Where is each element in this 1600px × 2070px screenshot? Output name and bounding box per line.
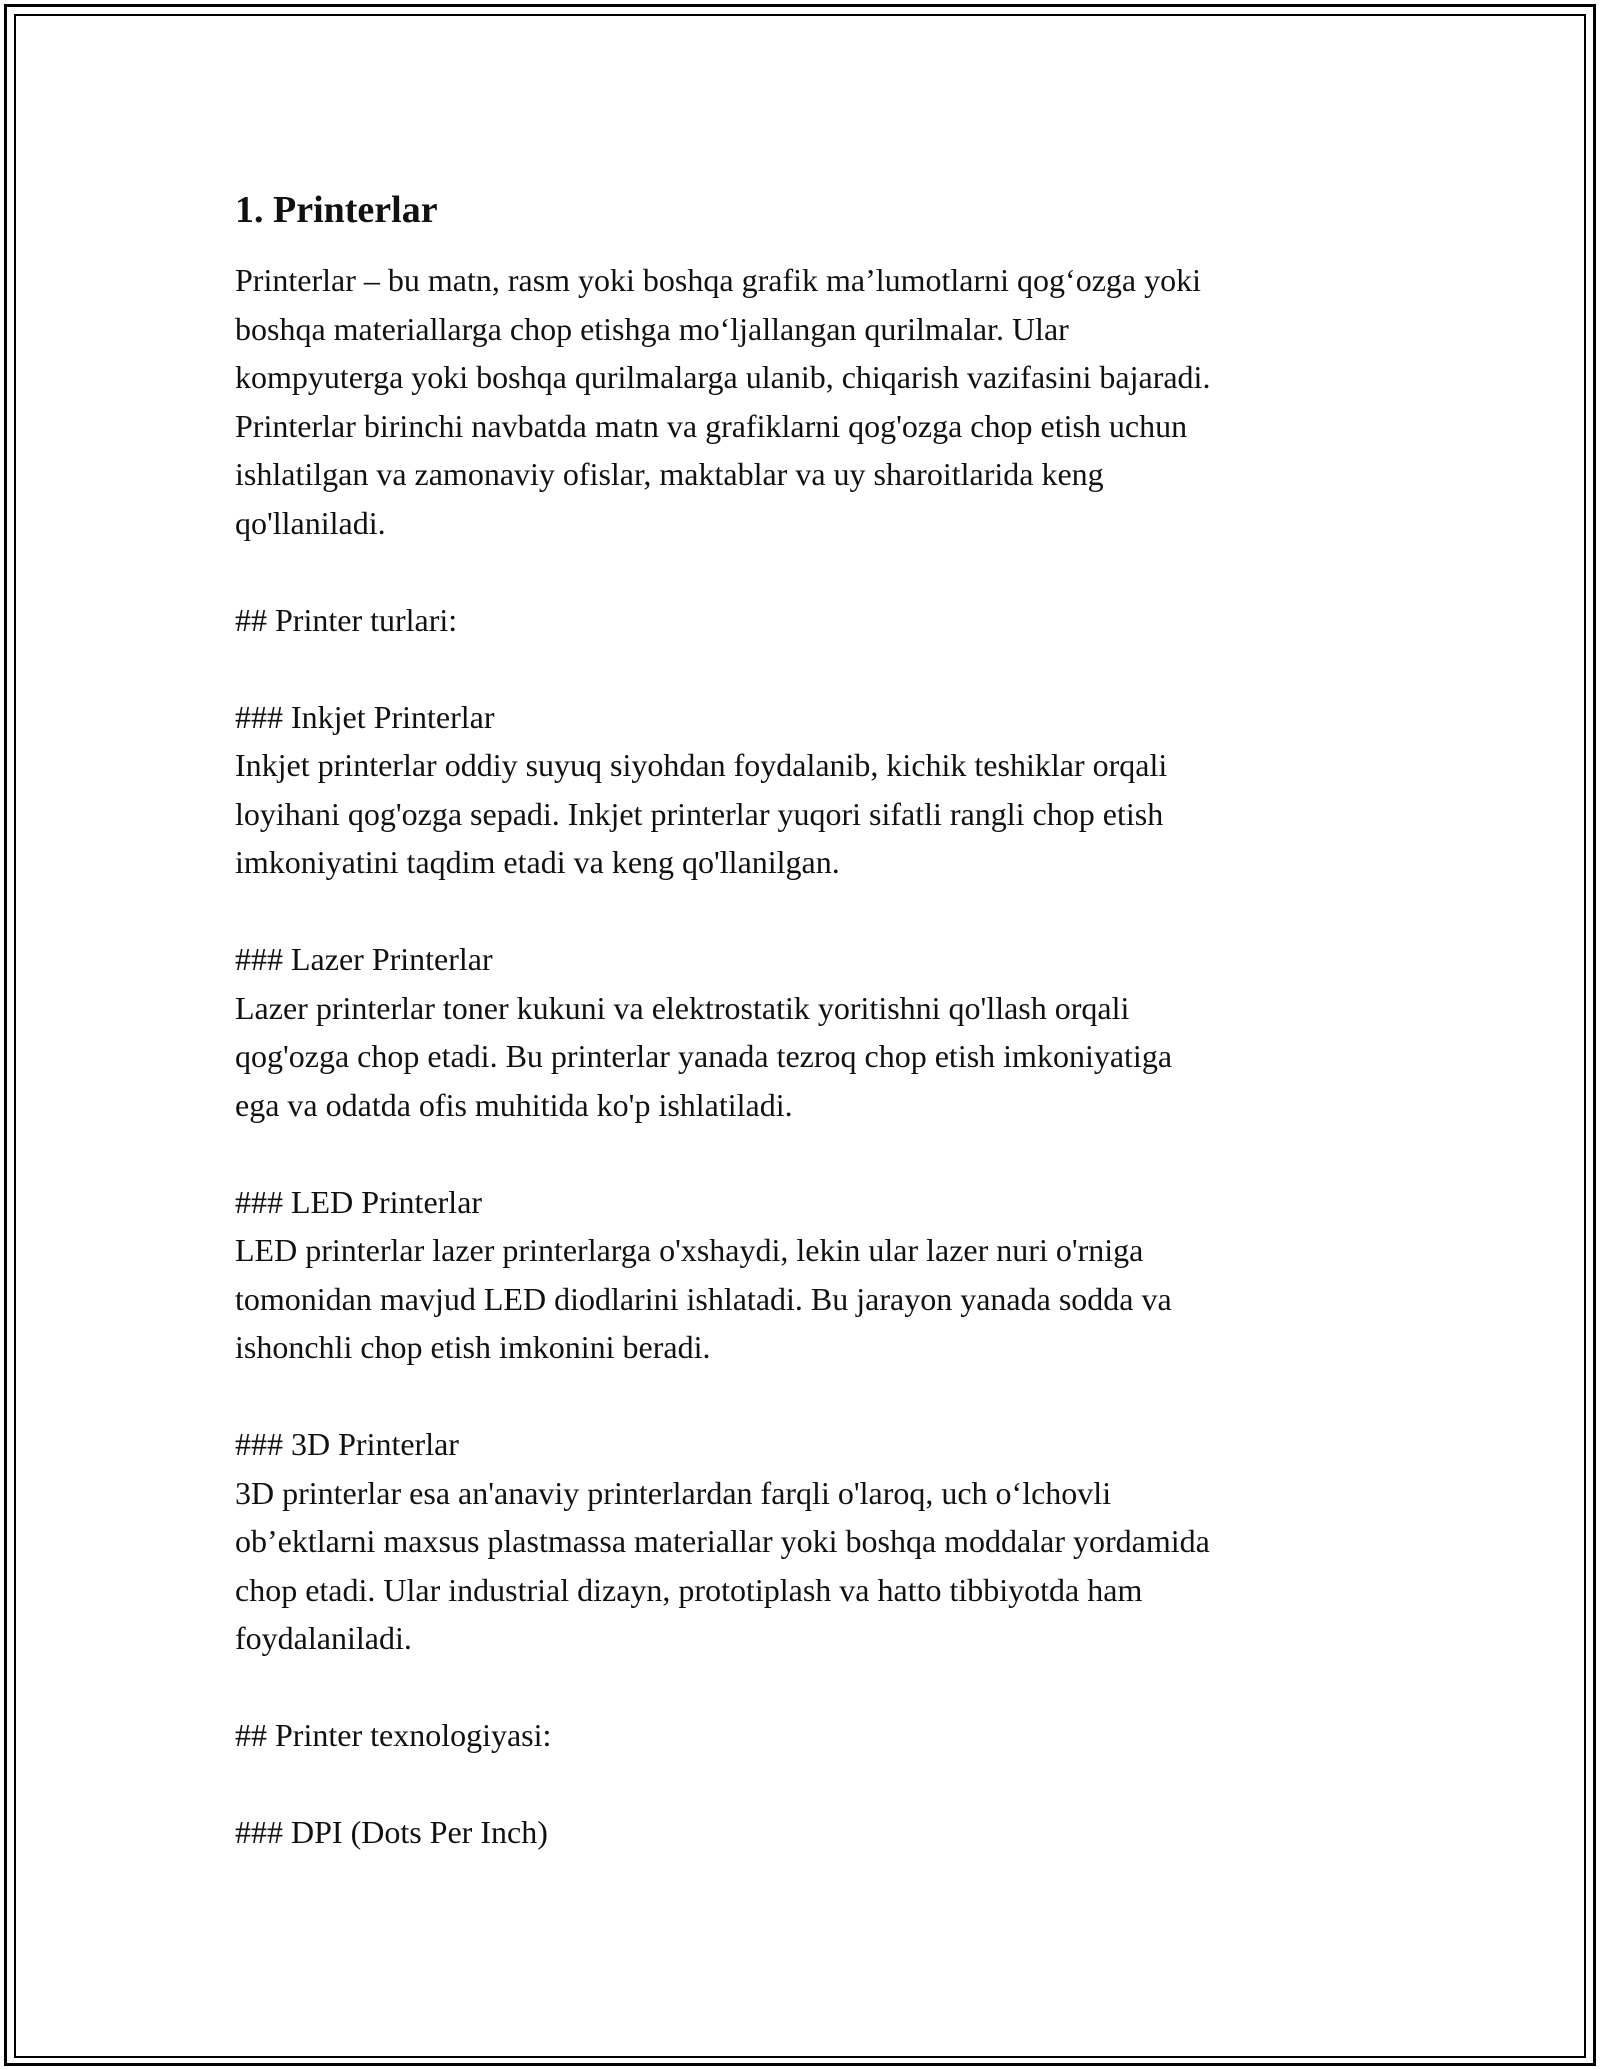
spacer (235, 644, 1375, 693)
subheading-inkjet: ### Inkjet Printerlar (235, 698, 495, 735)
subheading-3d: ### 3D Printerlar (235, 1426, 459, 1462)
spacer (235, 1129, 1375, 1178)
subheading-dpi: ### DPI (Dots Per Inch) (235, 1814, 548, 1850)
paragraph-laser: Lazer printerlar toner kukuni va elektrostatik yoritishni qo'llash orqali qog'ozga chop etadi. Bu printerlar yanada tezroq chop etish imkoniyatiga ega va odatda ofis muhitida ko'p ishlatiladi. (235, 989, 1173, 1123)
spacer (235, 1760, 1375, 1809)
spacer (235, 547, 1375, 596)
spacer (235, 1663, 1375, 1712)
intro-paragraph: Printerlar – bu matn, rasm yoki boshqa grafik ma’lumotlarni qog‘ozga yoki boshqa materiallarga chop etishga mo‘ljallangan qurilmalar. Ular kompyuterga yoki boshqa qurilmalarga ulanib, chiqarish vazifasini bajaradi. Printerlar birinchi navbatda matn va grafiklarni qog'ozga chop etish uchun ishlatilgan va zamonaviy ofislar, maktablar va uy sharoitlarida keng qo'llaniladi. (235, 262, 1211, 541)
paragraph-inkjet: Inkjet printerlar oddiy suyuq siyohdan foydalanib, kichik teshiklar orqali loyihani qog'ozga sepadi. Inkjet printerlar yuqori sifatli rangli chop etish imkoniyatini taqdim etadi va keng qo'llanilgan. (235, 747, 1168, 880)
section-heading-printer-types: ## Printer turlari: (235, 601, 458, 638)
document-title: 1. Printerlar (235, 189, 438, 231)
subheading-led: ### LED Printerlar (235, 1183, 483, 1220)
subheading-laser: ### Lazer Printerlar (235, 941, 493, 977)
spacer (235, 887, 1375, 936)
section-heading-printer-technology: ## Printer texnologiyasi: (235, 1717, 552, 1753)
paragraph-3d: 3D printerlar esa an'anaviy printerlardan farqli o'laroq, uch o‘lchovli ob’ektlarni maxsus plastmassa materiallar yoki boshqa moddalar yordamida chop etadi. Ular industrial dizayn, prototiplash va hatto tibbiyotda ham foydalaniladi. (235, 1474, 1210, 1656)
spacer (235, 1372, 1375, 1421)
paragraph-led: LED printerlar lazer printerlarga o'xshaydi, lekin ular lazer nuri o'rniga tomonidan mavjud LED diodlarini ishlatadi. Bu jarayon yanada sodda va ishonchli chop etish imkonini beradi. (235, 1232, 1172, 1365)
document-body (235, 186, 1375, 1857)
